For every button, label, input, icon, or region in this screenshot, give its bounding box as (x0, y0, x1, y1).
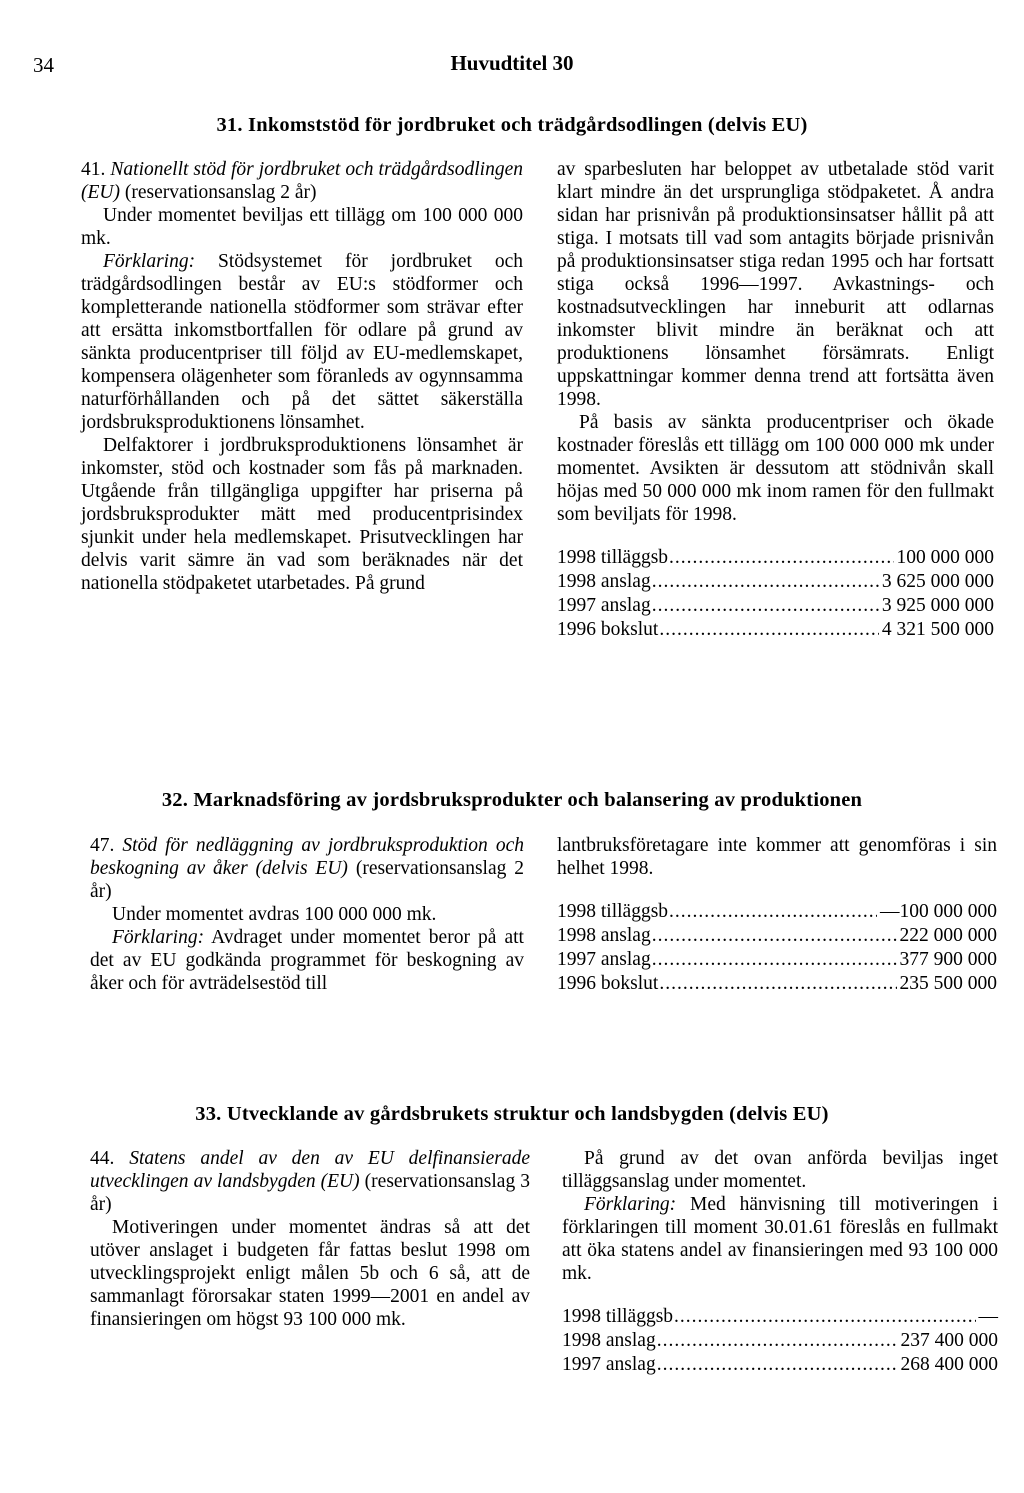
section-32-right-column (557, 834, 997, 996)
section-33-amount-table (562, 1305, 998, 1377)
section-heading-31: 31. Inkomststöd för jordbruket och trädgårdsodlingen (delvis EU) (216, 114, 808, 136)
section-31-left-column (81, 158, 523, 595)
item-41-explanation (81, 250, 523, 434)
table-row: 1996 bokslut ..... 235 500 000 (557, 972, 997, 996)
table-row: 1998 anslag ..... 237 400 000 (562, 1329, 998, 1353)
section-31-right-column (557, 158, 994, 642)
section-32-left-column (90, 834, 524, 995)
explanation-text: Avdraget under momentet beror på att det av EU godkända programmet för beskogning av åker och för avträdelsestöd till (90, 927, 524, 994)
table-row: 1997 anslag ..... 268 400 000 (562, 1353, 998, 1377)
item-47-decision: Under momentet avdras 100 000 000 mk. (112, 904, 437, 925)
section-heading-33: 33. Utvecklande av gårdsbrukets struktur och landsbygden (delvis EU) (195, 1103, 829, 1125)
table-row: 1998 tilläggsb ..... — (562, 1305, 998, 1329)
section-33-right-paragraph-1: På grund av det ovan anförda beviljas inget tilläggsanslag under momentet. (562, 1148, 998, 1192)
item-number: 41. (81, 159, 106, 180)
table-row: 1996 bokslut ..... 4 321 500 000 (557, 618, 994, 642)
section-heading-32: 32. Marknadsföring av jordsbruksprodukter och balansering av produktionen (161, 789, 863, 811)
item-type: (reservationsanslag 3 år) (90, 1171, 530, 1215)
section-31-right-paragraph-1: av sparbesluten har beloppet av utbetalade stöd varit klart mindre än det ursprungliga stödpaketet. Å andra sidan har prisnivån på produktionsinsatser hållit på att stiga. I motsats till vad som antagits började prisnivån på produktionsinsatser stiga redan 1995 och har fortsatt stiga också 1996—1997. Avkastnings- och kostnadsutvecklingen har inneburit att odlarnas inkomster blivit mindre än beräknat och att produktionens lönsamhet försämrats. Enligt uppskattningar kommer denna trend att fortsätta även 1998. (557, 159, 994, 410)
item-title: Statens andel av den av EU delfinansierade utvecklingen av landsbygden (EU) (90, 1148, 530, 1192)
item-44-title (90, 1147, 530, 1216)
explanation-label: Förklaring: (584, 1194, 677, 1215)
section-32-amount-table (557, 900, 997, 996)
item-47-title (90, 834, 524, 903)
section-31-right-paragraph-2: På basis av sänkta producentpriser och ökade kostnader föreslås ett tillägg om 100 000 000 mk under momentet. Avsikten är dessutom att stödnivån skall höjas med 50 000 000 mk inom ramen för den fullmakt som beviljats för 1998. (557, 412, 994, 525)
item-41-paragraph-2: Delfaktorer i jordbruksproduktionens lönsamhet är inkomster, stöd och kostnader som fås på marknaden. Utgående från tillgängliga uppgifter har priserna på jordsbruksprodukter mätt med producentprisindex sjunkit under hela medlemskapet. Prisutvecklingen har delvis varit sämre än vad som beräknades när det nationella stödpaketet utarbetades. På grund (81, 435, 523, 594)
explanation-text: Stödsystemet för jordbruket och trädgårdsodlingen består av EU:s stödformer och kompletterande nationella stödformer som strävar efter att ersätta inkomstbortfallen för odlare på grund av sänkta producentpriser till följd av EU-medlemskapet, kompensera olägenheter som föranleds av ogynnsamma naturförhållanden och på det sättet säkerställa jordsbruksproduktionens lönsamhet. (81, 251, 524, 433)
item-number: 44. (90, 1148, 115, 1169)
item-number: 47. (90, 835, 115, 856)
section-31-amount-table (557, 546, 994, 642)
section-33-left-column (90, 1147, 530, 1331)
item-47-explanation (90, 926, 524, 995)
item-title: Stöd för nedläggning av jordbruksproduktion och beskogning av åker (delvis EU) (90, 835, 524, 879)
table-row: 1998 anslag ..... 3 625 000 000 (557, 570, 994, 594)
explanation-text: Med hänvisning till motiveringen i förklaringen till moment 30.01.61 föreslås en fullmakt att öka statens andel av finansieringen med 93 100 000 mk. (562, 1194, 998, 1284)
item-type: (reservationsanslag 2 år) (124, 182, 317, 203)
table-row: 1998 anslag ..... 222 000 000 (557, 924, 997, 948)
section-33-right-column (562, 1147, 998, 1377)
item-44-decision: Motiveringen under momentet ändras så att det utöver anslaget i budgeten får fattas beslut 1998 om utvecklingsprojekt enligt målen 5b och 6 så, att de sammanlagt förorsakar staten 1999—2001 en andel av finansieringen om högst 93 100 000 mk. (90, 1217, 530, 1330)
running-head: Huvudtitel 30 (450, 51, 574, 75)
section-32-right-paragraph-1: lantbruksföretagare inte kommer att genomföras i sin helhet 1998. (557, 835, 997, 879)
item-type: (reservationsanslag 2 år) (90, 858, 524, 902)
item-41-title (81, 158, 523, 204)
explanation-label: Förklaring: (103, 251, 196, 272)
table-row: 1998 tilläggsb ..... 100 000 000 (557, 546, 994, 570)
page-number: 34 (33, 53, 54, 77)
item-title: Nationellt stöd för jordbruket och trädgårdsodlingen (EU) (81, 159, 524, 203)
item-44-explanation (562, 1193, 998, 1285)
explanation-label: Förklaring: (112, 927, 205, 948)
item-41-decision: Under momentet beviljas ett tillägg om 100 000 000 mk. (81, 205, 523, 249)
table-row: 1998 tilläggsb ..... —100 000 000 (557, 900, 997, 924)
table-row: 1997 anslag ..... 3 925 000 000 (557, 594, 994, 618)
table-row: 1997 anslag ..... 377 900 000 (557, 948, 997, 972)
